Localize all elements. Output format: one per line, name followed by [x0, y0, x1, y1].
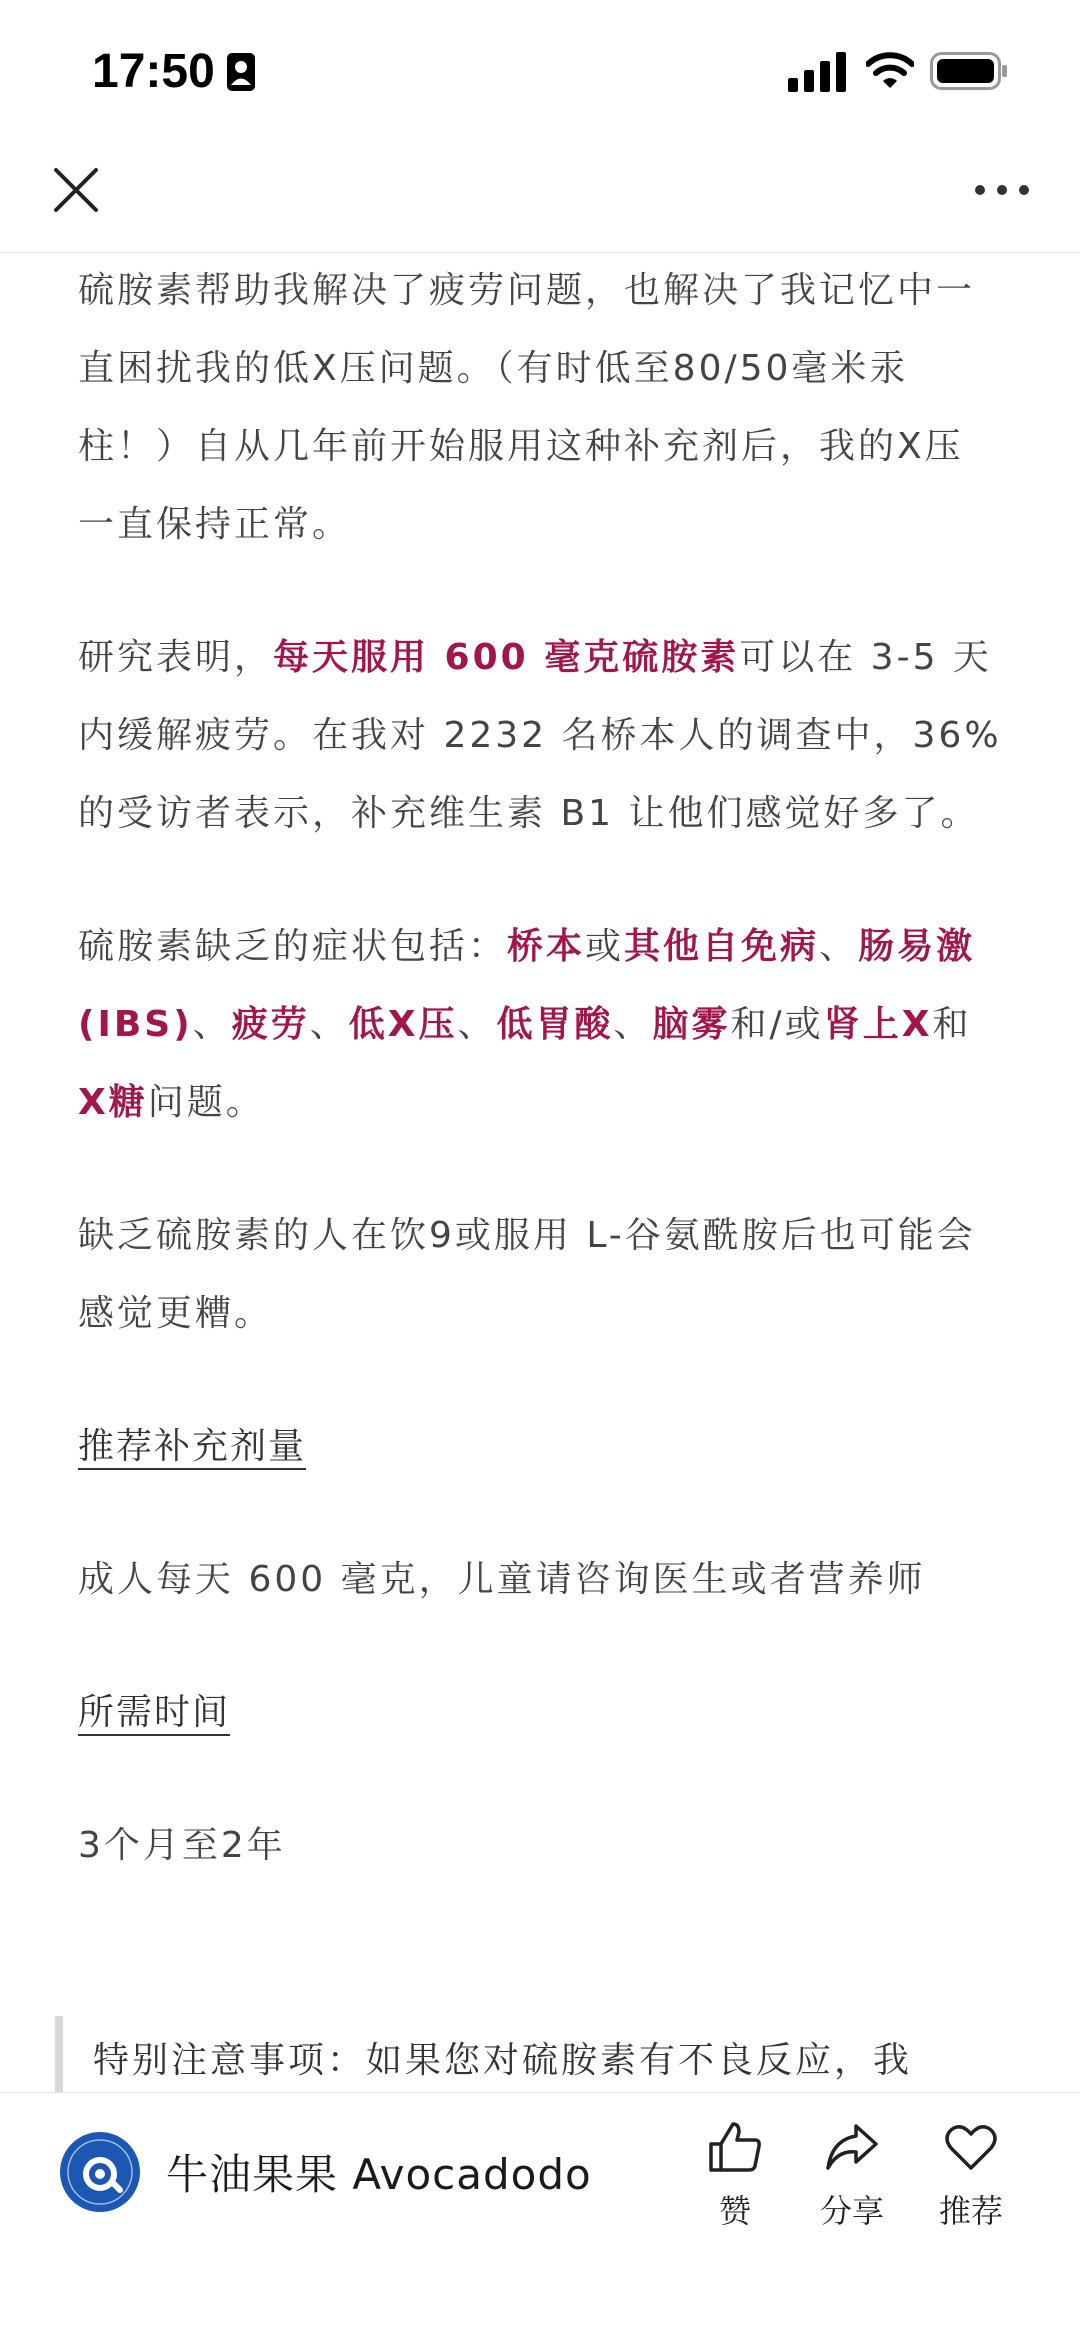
wifi-icon: [866, 50, 914, 90]
connector-text: 或: [585, 926, 625, 967]
symptom-link-brain-fog[interactable]: 脑雾: [652, 1004, 731, 1045]
symptoms-intro-text: 硫胺素缺乏的症状包括：: [78, 926, 508, 967]
battery-icon: [930, 52, 1008, 90]
symptom-link-adrenal[interactable]: 肾上X: [823, 1004, 933, 1045]
paragraph-deficiency: 缺乏硫胺素的人在饮9或服用 L-谷氨酰胺后也可能会感觉更糟。: [78, 1215, 976, 1334]
connector-text: 、: [819, 926, 859, 967]
account-name[interactable]: 牛油果果 Avocadodo: [166, 2150, 592, 2199]
like-button[interactable]: [680, 2120, 790, 2232]
heading-wrapper: [78, 1674, 1002, 1752]
connector-text: 、: [457, 1004, 497, 1045]
paragraph-dose: 成人每天 600 毫克，儿童请咨询医生或者营养师: [78, 1559, 926, 1600]
heart-icon: [943, 2120, 999, 2174]
recommend-button[interactable]: [916, 2120, 1026, 2232]
symptom-link-blood-sugar[interactable]: X糖: [78, 1082, 148, 1123]
thumbs-up-icon: [707, 2120, 763, 2174]
contact-card-icon: [226, 52, 256, 92]
share-arrow-icon: [824, 2120, 880, 2174]
paragraph-symptoms: [78, 908, 1002, 1142]
close-icon[interactable]: [52, 166, 100, 214]
connector-text: 、: [192, 1004, 232, 1045]
connector-text: 、: [309, 1004, 349, 1045]
symptom-link-low-pressure[interactable]: 低X压: [348, 1004, 458, 1045]
recommend-label: 推荐: [938, 2192, 1003, 2230]
connector-text: 和: [932, 1004, 972, 1045]
research-result-text: 可以在 3-5 天内缓解疲劳。在我对 2232 名桥本人的调查中，36% 的受访者表示，补充维生素 B1 让他们感觉好多了。: [78, 637, 1002, 834]
share-label: 分享: [819, 2192, 884, 2230]
special-notes-quote: 特别注意事项：如果您对硫胺素有不良反应，我: [55, 2016, 1045, 2092]
symptoms-end-text: 问题。: [147, 1082, 265, 1123]
article-content: [78, 252, 1002, 2092]
share-button[interactable]: [797, 2120, 907, 2232]
connector-text: 和/或: [730, 1004, 824, 1045]
heading-time-required: 所需时间: [78, 1692, 231, 1733]
more-options-icon[interactable]: [972, 174, 1032, 206]
heading-wrapper: [78, 1408, 1002, 1486]
status-time: 17:50: [92, 45, 215, 98]
highlight-dosage[interactable]: 每天服用 600 毫克硫胺素: [273, 637, 740, 678]
status-bar: [0, 0, 1080, 140]
avatar-logo-icon[interactable]: [60, 2132, 140, 2212]
like-label: 赞: [718, 2192, 751, 2230]
heading-recommended-dose: 推荐补充剂量: [78, 1426, 307, 1467]
nav-bar: [0, 140, 1080, 253]
symptom-link-low-stomach-acid[interactable]: 低胃酸: [496, 1004, 614, 1045]
cellular-signal-icon: [788, 52, 846, 92]
paragraph-research: [78, 619, 1002, 853]
symptom-link-fatigue[interactable]: 疲劳: [231, 1004, 310, 1045]
symptom-link-autoimmune[interactable]: 其他自免病: [624, 926, 820, 967]
research-intro-text: 研究表明，: [78, 637, 274, 678]
connector-text: 、: [613, 1004, 653, 1045]
paragraph-duration: 3个月至2年: [78, 1825, 286, 1866]
symptom-link-ibs[interactable]: 肠易激 (IBS): [78, 926, 976, 1045]
paragraph-thiamine-benefits: 硫胺素帮助我解决了疲劳问题，也解决了我记忆中一直困扰我的低X压问题。（有时低至80/50毫米汞柱！）自从几年前开始服用这种补充剂后，我的X压一直保持正常。: [78, 270, 976, 545]
symptom-link-hashimoto[interactable]: 桥本: [507, 926, 586, 967]
